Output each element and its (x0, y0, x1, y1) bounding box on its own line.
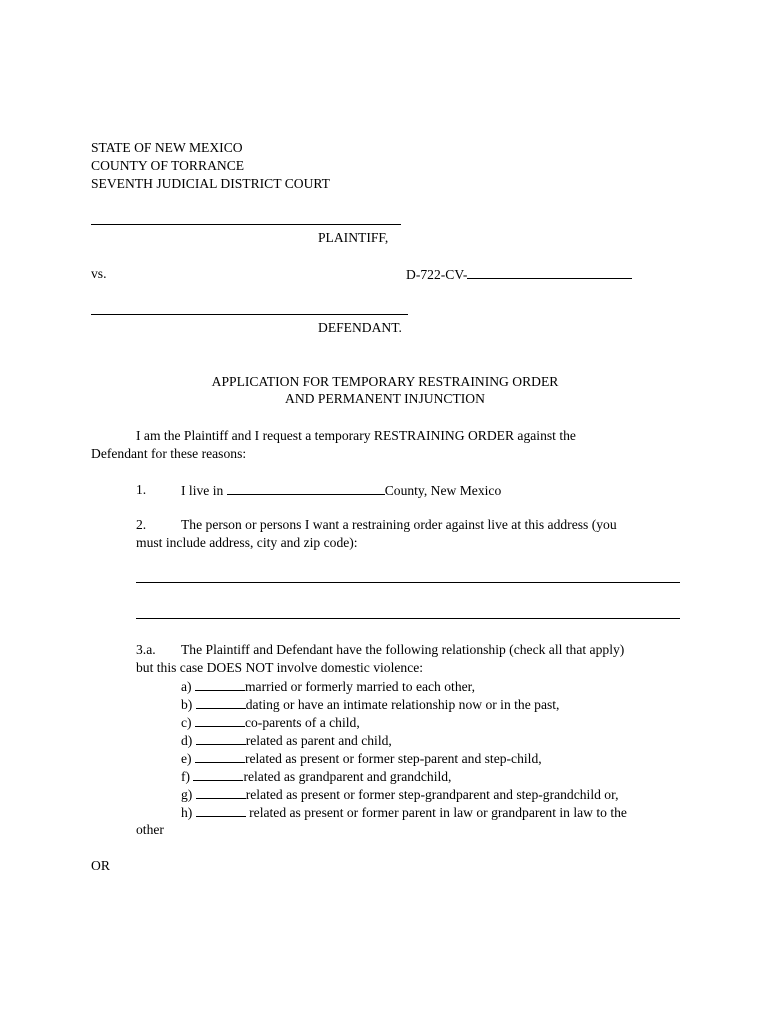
relationship-option-b: b) dating or have an intimate relationship now or in the past, (181, 697, 560, 712)
checkbox-blank-a[interactable] (195, 677, 245, 691)
item3a-number: 3.a. (136, 642, 156, 657)
relationship-option-e: e) related as present or former step-parent and step-child, (181, 751, 542, 766)
item3a-line2: but this case DOES NOT involve domestic violence: (136, 660, 424, 675)
item2-line1: The person or persons I want a restraining order against live at this address (you (181, 517, 617, 532)
county-field[interactable] (227, 481, 385, 495)
defendant-label: DEFENDANT. (318, 320, 402, 335)
item1-text-before: I live in (181, 483, 224, 498)
case-number-prefix: D-722-CV- (406, 267, 468, 282)
court-county: COUNTY OF TORRANCE (91, 158, 245, 173)
intro-line2: Defendant for these reasons: (91, 446, 247, 461)
relationship-option-c: c) co-parents of a child, (181, 715, 360, 730)
document-title-line2: AND PERMANENT INJUNCTION (285, 391, 485, 406)
checkbox-blank-h[interactable] (196, 803, 246, 817)
item2-line2: must include address, city and zip code): (136, 535, 358, 550)
checkbox-blank-b[interactable] (196, 695, 246, 709)
relationship-option-d: d) related as parent and child, (181, 733, 392, 748)
item1-text (181, 481, 501, 500)
plaintiff-name-field[interactable] (91, 224, 401, 225)
plaintiff-label: PLAINTIFF, (318, 230, 389, 245)
intro-line1: I am the Plaintiff and I request a temporary RESTRAINING ORDER against the (136, 428, 576, 443)
checkbox-blank-e[interactable] (195, 749, 245, 763)
item3a-line1: The Plaintiff and Defendant have the following relationship (check all that apply) (181, 642, 625, 657)
relationship-option-g: g) related as present or former step-grandparent and step-grandchild or, (181, 787, 619, 802)
relationship-option-f: f) related as grandparent and grandchild, (181, 769, 452, 784)
checkbox-blank-d[interactable] (196, 731, 246, 745)
case-number (406, 265, 632, 284)
item1-number: 1. (136, 482, 147, 497)
court-name: SEVENTH JUDICIAL DISTRICT COURT (91, 176, 330, 191)
checkbox-blank-c[interactable] (195, 713, 245, 727)
checkbox-blank-g[interactable] (196, 785, 246, 799)
address-field-line2[interactable] (136, 618, 680, 619)
versus-label: vs. (91, 266, 107, 281)
relationship-option-a: a) married or formerly married to each other, (181, 679, 476, 694)
defendant-name-field[interactable] (91, 314, 408, 315)
court-state: STATE OF NEW MEXICO (91, 140, 243, 155)
or-label: OR (91, 858, 110, 873)
option-h-continuation: other (136, 822, 164, 837)
item1-text-after: County, New Mexico (384, 483, 502, 498)
address-field-line1[interactable] (136, 582, 680, 583)
item2-number: 2. (136, 517, 147, 532)
case-number-field[interactable] (467, 265, 632, 279)
document-title-line1: APPLICATION FOR TEMPORARY RESTRAINING ORDER (211, 374, 559, 389)
checkbox-blank-f[interactable] (193, 767, 243, 781)
relationship-option-h: h) related as present or former parent in law or grandparent in law to the (181, 805, 627, 820)
